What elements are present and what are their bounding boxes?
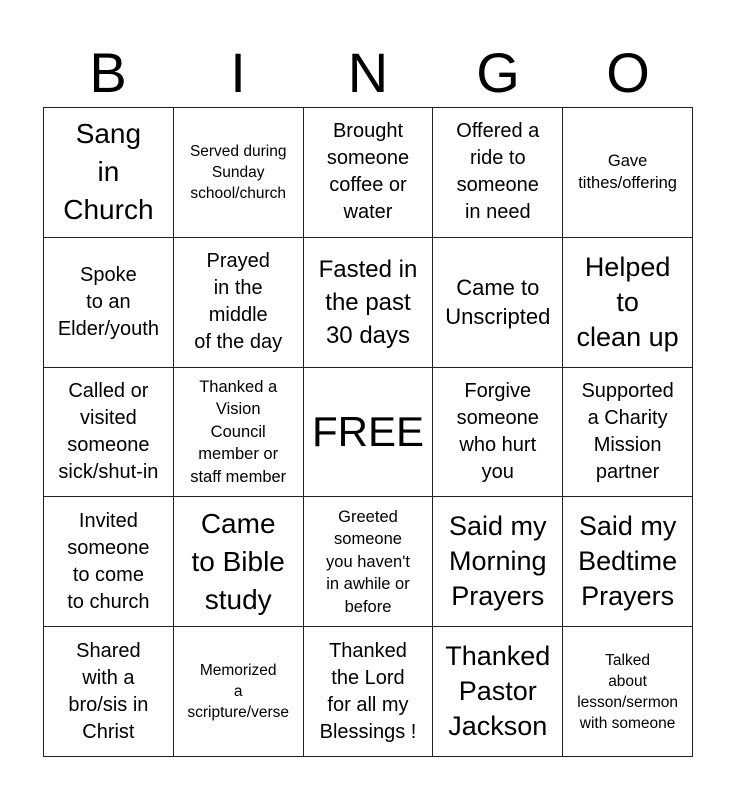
header-letter-g: G [476, 41, 520, 104]
square-text: Shared with a bro/sis in Christ [68, 639, 149, 743]
square-text: Came to Unscripted [445, 275, 551, 330]
bingo-square[interactable] [304, 627, 434, 757]
bingo-square[interactable] [174, 238, 304, 368]
square-text: Brought someone coffee or water [326, 120, 410, 224]
square-text: Forgive someone who hurt you [456, 379, 539, 483]
square-text: Offered a ride to someone in need [456, 120, 540, 224]
bingo-square[interactable] [563, 497, 693, 627]
bingo-square[interactable] [304, 108, 434, 238]
square-text: Said my Morning Prayers [449, 511, 547, 612]
square-text: Fasted in the past 30 days [318, 255, 418, 349]
header-letter-o: O [606, 41, 650, 104]
header-letter-b: B [89, 41, 127, 104]
square-text: Said my Bedtime Prayers [578, 511, 678, 612]
square-text: Greeted someone you haven't in awhile or before [326, 507, 410, 616]
bingo-square[interactable] [44, 627, 174, 757]
bingo-square[interactable] [174, 497, 304, 627]
bingo-square[interactable] [433, 108, 563, 238]
bingo-header [43, 38, 693, 108]
bingo-square[interactable] [44, 497, 174, 627]
bingo-square[interactable] [44, 238, 174, 368]
bingo-card-grid [43, 107, 693, 757]
square-text: Supported a Charity Mission partner [581, 379, 674, 483]
square-text: Invited someone to come to church [67, 509, 150, 613]
bingo-square[interactable] [174, 368, 304, 498]
square-text: Thanked a Vision Council member or staff member [190, 377, 287, 486]
square-text: Called or visited someone sick/shut-in [58, 379, 159, 483]
square-text: Sang in Church [63, 118, 154, 226]
bingo-square[interactable] [174, 108, 304, 238]
bingo-square[interactable] [433, 497, 563, 627]
header-letter-i: I [230, 41, 246, 104]
square-text: Talked about lesson/sermon with someone [577, 651, 678, 732]
square-text: Prayed in the middle of the day [194, 250, 283, 354]
square-text: Thanked the Lord for all my Blessings ! [319, 639, 417, 743]
bingo-square[interactable] [304, 497, 434, 627]
bingo-square[interactable] [563, 108, 693, 238]
free-square-text: FREE [311, 407, 424, 455]
bingo-square[interactable] [44, 368, 174, 498]
bingo-square[interactable] [433, 627, 563, 757]
bingo-square[interactable] [174, 627, 304, 757]
header-letter-n: N [347, 41, 389, 104]
square-text: Gave tithes/offering [578, 151, 677, 193]
square-text: Came to Bible study [191, 507, 285, 615]
square-text: Spoke to an Elder/youth [57, 263, 159, 340]
square-text: Served during Sunday school/church [189, 142, 287, 202]
square-text: Helped to clean up [576, 251, 679, 352]
bingo-square[interactable] [433, 238, 563, 368]
bingo-square[interactable] [433, 368, 563, 498]
square-text: Thanked Pastor Jackson [445, 641, 551, 742]
square-text: Memorized a scripture/verse [187, 662, 290, 722]
free-square[interactable] [304, 368, 434, 498]
bingo-square[interactable] [563, 238, 693, 368]
bingo-square[interactable] [563, 627, 693, 757]
bingo-square[interactable] [304, 238, 434, 368]
bingo-square[interactable] [563, 368, 693, 498]
bingo-square[interactable] [44, 108, 174, 238]
